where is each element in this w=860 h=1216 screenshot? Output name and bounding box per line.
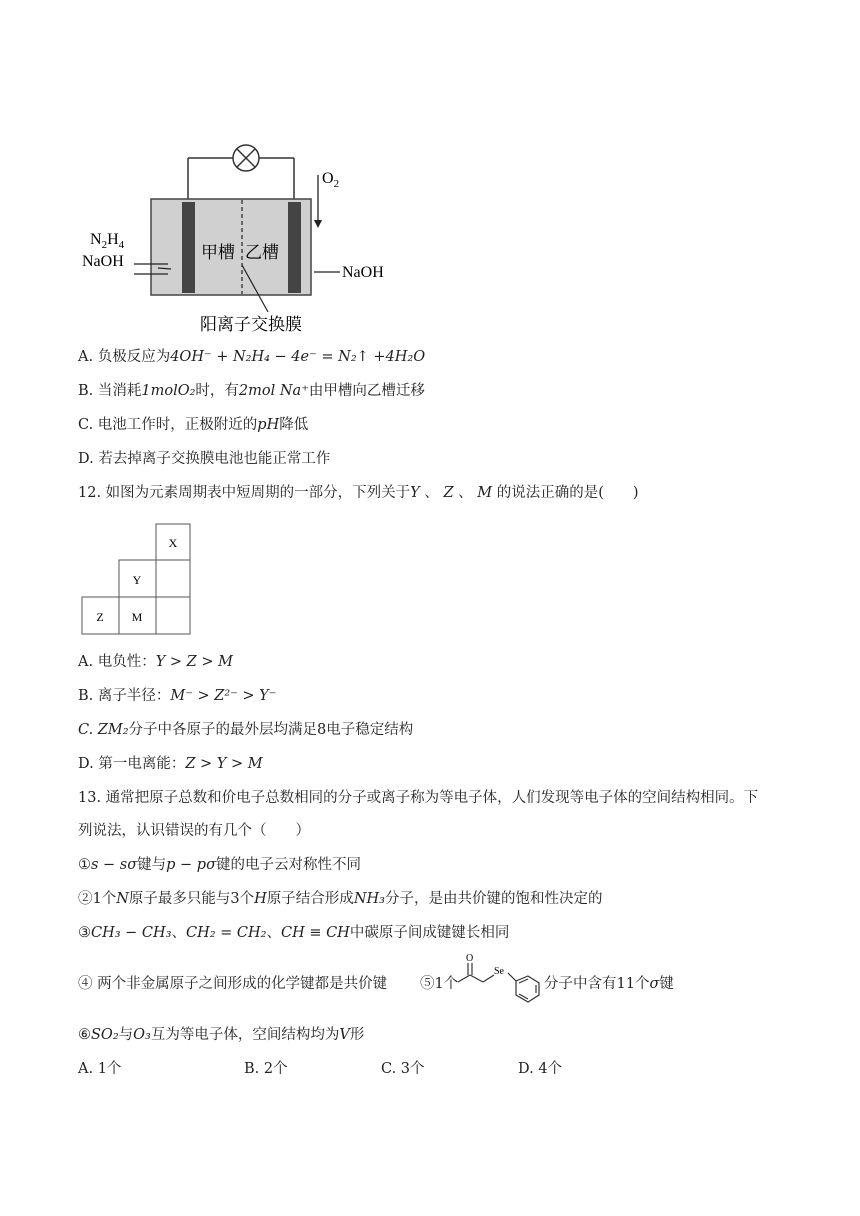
q13-option-c: C. 3个 (381, 1061, 425, 1077)
q13-item-2: ②1个N原子最多只能与3个H原子结合形成NH₃分子，是由共价键的饱和性决定的 (78, 891, 603, 907)
q11-option-b: B. 当消耗1molO₂时，有2mol Na⁺由甲槽向乙槽迁移 (78, 383, 425, 399)
q13-item-5-suffix: 分子中含有11个σ键 (544, 976, 674, 992)
cell-a-label: 甲槽 (201, 243, 235, 262)
q11-option-a: A. 负极反应为4OH⁻ + N₂H₄ − 4e⁻ = N₂↑ +4H₂O (78, 349, 426, 365)
q13-option-b: B. 2个 (244, 1061, 288, 1077)
cell-z: Z (96, 610, 104, 624)
q12-option-a: A. 电负性：Y > Z > M (78, 654, 233, 670)
periodic-table-fragment (80, 522, 192, 638)
q11-option-c: C. 电池工作时，正极附近的pH降低 (78, 417, 309, 433)
molecule-o-label: O (466, 953, 474, 964)
cell-b-label: 乙槽 (245, 243, 279, 262)
cell-y: Y (132, 573, 142, 587)
q13-item-4: ④ 两个非金属原子之间形成的化学键都是共价键 (78, 976, 388, 992)
molecule-structure (456, 950, 542, 1010)
q13-item-3: ③CH₃ − CH₃、CH₂ = CH₂、CH ≡ CH中碳原子间成键键长相同 (78, 925, 510, 941)
membrane-label: 阳离子交换膜 (200, 315, 302, 334)
q13-item-1: ①s − sσ键与p − pσ键的电子云对称性不同 (78, 857, 361, 873)
q13-option-d: D. 4个 (518, 1061, 563, 1077)
q13-stem-line2: 列说法，认识错误的有几个（ ） (78, 823, 310, 839)
q13-stem-line1: 13. 通常把原子总数和价电子总数相同的分子或离子称为等电子体，人们发现等电子体的空间结构相同。下 (78, 790, 759, 806)
q13-item-5-prefix: ⑤1个 (420, 976, 459, 992)
cell-x: X (168, 536, 178, 550)
naoh-right-label: NaOH (342, 264, 384, 281)
q12-option-b: B. 离子半径：M⁻ > Z²⁻ > Y⁻ (78, 688, 277, 704)
left-electrode (182, 202, 195, 293)
right-electrode (288, 202, 301, 293)
cell-m: M (131, 610, 143, 624)
bulb-icon (233, 145, 259, 171)
q13-item-6: ⑥SO₂与O₃互为等电子体，空间结构均为V形 (78, 1027, 365, 1043)
q12-option-c: C. ZM₂分子中各原子的最外层均满足8电子稳定结构 (78, 722, 414, 738)
naoh-left-label: NaOH (82, 253, 124, 270)
q12-stem: 12. 如图为元素周期表中短周期的一部分，下列关于Y 、 Z 、 M 的说法正确的是( ) (78, 485, 639, 501)
o2-label: $O_2$ (322, 170, 340, 190)
q12-option-d: D. 第一电离能：Z > Y > M (78, 756, 263, 772)
q13-option-a: A. 1个 (78, 1061, 122, 1077)
molecule-se-label: Se (494, 966, 504, 977)
q11-option-d: D. 若去掉离子交换膜电池也能正常工作 (78, 451, 331, 467)
fuel-cell-diagram (78, 140, 408, 340)
n2h4-label: $N_2H_4$ (90, 231, 125, 251)
